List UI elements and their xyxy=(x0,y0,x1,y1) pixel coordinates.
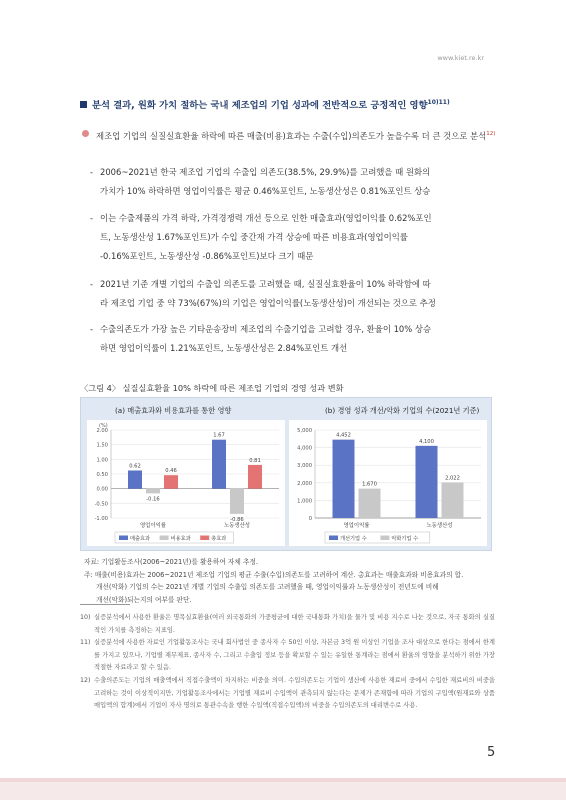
footer-band xyxy=(0,782,566,800)
data-label: 1.67 xyxy=(213,432,225,439)
note-line: 개선(악화)되는지의 여부를 판단. xyxy=(96,595,192,604)
bar xyxy=(146,489,160,494)
dash-item-4: - 수출의존도가 가장 높은 기타운송장비 제조업의 수출기업을 고려할 경우, 환율이 10% 상승 하면 영업이익률이 1.21%포인트, 노동생산성은 2.84%포인트 개선 xyxy=(90,324,432,353)
legend-swatch xyxy=(200,536,209,541)
dash-text: 수출의존도가 가장 높은 기타운송장비 제조업의 수출기업을 고려할 경우, 환율이 10% 상승 xyxy=(100,324,432,334)
dash-text: -0.16%포인트, 노동생산성 -0.86%포인트)보다 크기 때문 xyxy=(100,251,314,261)
square-bullet-icon xyxy=(80,101,87,108)
chart-a xyxy=(87,420,285,546)
y-tick-label: 0.50 xyxy=(96,472,108,478)
chart-b-title: (b) 경영 성과 개선/악화 기업의 수(2021년 기준) xyxy=(325,406,480,415)
bar xyxy=(442,482,464,518)
figure-title: 〈그림 4〉 실질실효환율 10% 하락에 따른 제조업 기업의 경영 성과 변화 xyxy=(80,383,344,393)
chart-b-panel xyxy=(289,420,487,546)
dash-text: 2006~2021년 한국 제조업 기업의 수출입 의존도(38.5%, 29.9%)를 고려했을 때 원화의 xyxy=(100,167,431,177)
figure-source xyxy=(84,556,494,606)
site-url: www.kiet.re.kr xyxy=(437,54,484,62)
page-number: 5 xyxy=(487,745,496,760)
main-bullet xyxy=(82,125,512,146)
legend-label: 매출효과 xyxy=(130,536,151,542)
dash-item-1: - 2006~2021년 한국 제조업 기업의 수출입 의존도(38.5%, 29.9%)를 고려했을 때 원화의 가치가 10% 하락하면 영업이익률은 평균 0.46%포인트, 노동생산성은 0.81%포인트 상승 xyxy=(90,167,431,196)
footnotes xyxy=(80,612,495,713)
y-tick-label: -1.00 xyxy=(94,516,108,522)
y-tick-label: 0.00 xyxy=(96,486,108,493)
note-line: 주: 매출(비용)효과는 2006~2021년 제조업 기업의 평균 수출(수입)의존도를 고려하여 계산. 총효과는 매출효과와 비용효과의 합. xyxy=(84,570,464,579)
data-label: 0.46 xyxy=(165,468,177,475)
bar xyxy=(248,465,262,489)
data-label: 0.81 xyxy=(249,457,261,464)
data-label: 4,100 xyxy=(419,438,434,445)
data-label: 2,022 xyxy=(445,475,460,482)
x-tick-label: 노동생산성 xyxy=(223,523,251,529)
circle-bullet-icon xyxy=(82,130,89,137)
data-label: -0.16 xyxy=(146,496,160,503)
chart-b xyxy=(289,420,487,546)
source-line: 자료: 기업활동조사(2006~2021년)를 활용하여 자체 추정. xyxy=(84,558,259,566)
section-heading xyxy=(80,97,500,111)
y-tick-label: -0.50 xyxy=(94,501,108,508)
x-tick-label: 영업이익률 xyxy=(139,523,167,529)
dash-text: 트, 노동생산성 1.67%포인트)가 수입 중간재 가격 상승에 따른 비용효과(영업이익률 xyxy=(100,232,408,242)
note-line: 개선(악화) 기업의 수는 2021년 개별 기업의 수출입 의존도를 고려했을 때, 영업이익률과 노동생산성이 전년도에 비해 xyxy=(96,583,439,591)
legend-swatch xyxy=(380,536,389,541)
x-tick-label: 영업이익률 xyxy=(343,523,370,529)
heading-footnote-ref[interactable]: 10)11) xyxy=(427,98,450,106)
dash-text: 라 제조업 기업 중 약 73%(67%)의 기업은 영업이익률(노동생산성)이 개선되는 것으로 추정 xyxy=(100,298,436,308)
legend-swatch xyxy=(329,536,338,541)
dash-text: 하면 영업이익률이 1.21%포인트, 노동생산성은 2.84%포인트 개선 xyxy=(100,343,348,353)
y-tick-label: 3,000 xyxy=(297,463,312,470)
y-tick-label: 1,000 xyxy=(297,498,312,505)
dash-text: 가치가 10% 하락하면 영업이익률은 평균 0.46%포인트, 노동생산성은 0.81%포인트 상승 xyxy=(100,186,431,196)
footnote-divider xyxy=(80,604,130,605)
legend-swatch xyxy=(119,536,128,541)
footnote-10: 10) 실증분석에서 사용한 환율은 명목실효환율(여러 외국통화의 가중평균에 대한 국내통화 가치)을 물가 및 비용 지수로 나눈 것으로, 자국 통화의 실질적인 가치를 측정하는 지표임. xyxy=(80,614,495,634)
dash-item-2: - 이는 수출제품의 가격 하락, 가격경쟁력 개선 등으로 인한 매출효과(영업이익률 0.62%포인 트, 노동생산성 1.67%포인트)가 수입 중간재 가격 상승에 따른 비용효과(영업이익률 -0.16%포인트, 노동생산성 -0.86%포인트)보다 크기 때문 xyxy=(90,213,432,261)
chart-a-panel xyxy=(87,420,285,546)
y-axis-label: (%) xyxy=(99,423,108,429)
bar xyxy=(359,489,381,518)
dash-text: 2021년 기준 개별 기업의 수출입 의존도를 고려했을 때, 실질실효환율이 10% 하락함에 따 xyxy=(100,279,431,289)
legend-label: 총효과 xyxy=(211,536,227,542)
bar xyxy=(230,489,244,514)
y-tick-label: 1.00 xyxy=(96,457,108,464)
y-tick-label: 5,000 xyxy=(297,428,312,434)
bar xyxy=(164,475,178,488)
footnote-12: 12) 수출의존도는 기업의 매출액에서 직접수출액이 차지하는 비중을 의미. 수입의존도는 기업이 생산에 사용한 재료비 중에서 수입한 재료비의 비중을 고려하는 것이 이상적이지만, 기업활동조사에서는 기업별 재료비 수입액이 관측되지 않는다는 문제가 존재함에 따라 기업의 구입액(원재료와 상품매입액의 합계)에서 기업이 자사 명의로 통관수속을 행한 수입액(직접수입액)의 비중을 수입의존도의 대리변수로 사용. xyxy=(80,676,495,710)
bullet-footnote-ref[interactable]: 12) xyxy=(486,131,496,137)
dash-item-3: - 2021년 기준 개별 기업의 수출입 의존도를 고려했을 때, 실질실효환율이 10% 하락함에 따 라 제조업 기업 중 약 73%(67%)의 기업은 영업이익률(노동생산성)이 개선되는 것으로 추정 xyxy=(90,279,436,308)
legend-label: 악화기업 수 xyxy=(391,536,419,542)
bar xyxy=(128,470,142,488)
chart-a-title: (a) 매출효과와 비용효과를 통한 영향 xyxy=(115,406,232,415)
figure-box xyxy=(80,397,492,551)
y-tick-label: 0 xyxy=(308,516,312,522)
y-tick-label: 1.50 xyxy=(96,442,108,449)
x-tick-label: 노동생산성 xyxy=(426,523,453,529)
main-bullet-text: 제조업 기업의 실질실효환율 하락에 따른 매출(비용)효과는 수출(수입)의존도가 높을수록 더 큰 것으로 분석 xyxy=(96,130,487,141)
data-label: -0.86 xyxy=(230,516,244,523)
data-label: 4,452 xyxy=(336,432,351,439)
legend-label: 개선기업 수 xyxy=(340,536,367,542)
legend-swatch xyxy=(160,536,169,541)
bar xyxy=(333,440,355,518)
data-label: 0.62 xyxy=(129,463,141,470)
dash-text: 이는 수출제품의 가격 하락, 가격경쟁력 개선 등으로 인한 매출효과(영업이익률 0.62%포인 xyxy=(100,213,432,223)
y-tick-label: 2.00 xyxy=(96,428,108,434)
footnote-11: 11) 실증분석에 사용한 자료인 기업활동조사는 국내 회사법인 중 종사자 수 50인 이상, 자본금 3억 원 이상인 기업을 조사 대상으로 한다는 점에서 한계를 가지고 있으나, 기업별 재무제표, 종사자 수, 그리고 수출입 정보 등을 확보할 수 있는 유일한 통계라는 점에서 환율의 영향을 분석하기 위한 가장 적절한 자료라고 할 수 있음. xyxy=(80,639,495,672)
bar xyxy=(416,446,438,518)
bar xyxy=(212,440,226,489)
data-label: 1,670 xyxy=(362,481,377,488)
y-tick-label: 2,000 xyxy=(297,480,312,487)
legend-label: 비용효과 xyxy=(170,536,191,542)
y-tick-label: 4,000 xyxy=(297,445,312,452)
heading-text: 분석 결과, 원화 가치 절하는 국내 제조업의 기업 성과에 전반적으로 긍정적인 영향 xyxy=(92,100,428,111)
